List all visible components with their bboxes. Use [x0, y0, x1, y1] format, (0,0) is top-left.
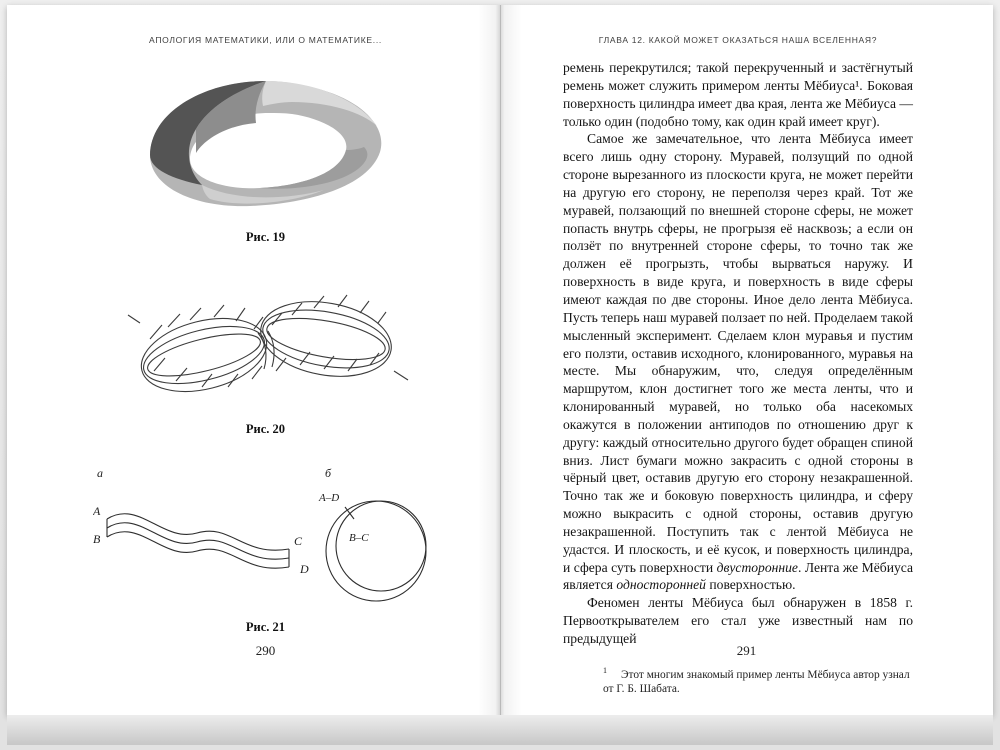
fig21-label-C: C — [294, 534, 303, 548]
fig21-label-D: D — [300, 562, 309, 576]
fig21-label-AD: A–D — [319, 492, 340, 504]
body-text — [563, 59, 913, 648]
paragraph-2 — [563, 130, 913, 594]
paragraph-1: ремень перекрутился; такой перекрученный и застёгнутый ремень может служить примером ленты Мёбиуса¹. Боковая поверхность цилиндра имеет два края, лента же Мёбиуса — только один (подобно тому, как один край имеет круг). — [563, 60, 914, 129]
figure-20-caption: Рис. 20 — [245, 422, 286, 436]
fig21-label-b: б — [325, 466, 332, 480]
paragraph-3: Феномен ленты Мёбиуса был обнаружен в 1858 г. Первооткрывателем его стал уже известный нам по предыдущей — [563, 595, 913, 646]
left-page — [7, 5, 500, 715]
figure-20 — [93, 275, 438, 437]
mobius-strip-photo-image — [132, 69, 400, 219]
paragraph-2-text-b: . Лента же Мёбиуса является — [563, 559, 913, 593]
left-running-head: АПОЛОГИЯ МАТЕМАТИКИ, ИЛИ О МАТЕМАТИКЕ... — [149, 35, 382, 45]
left-page-content — [7, 5, 500, 715]
figure-21-caption: Рис. 21 — [245, 620, 286, 634]
right-page-number: 291 — [736, 643, 757, 658]
wire-mesh-mobius-image — [116, 275, 416, 411]
left-page-number: 290 — [255, 643, 276, 658]
right-page-content — [500, 5, 993, 715]
fig21-label-BC: B–C — [349, 532, 369, 544]
fig21-label-B: B — [93, 532, 101, 546]
paragraph-2-italic-2: односторонней — [616, 577, 706, 593]
page-gutter-line — [500, 5, 501, 715]
ribbon-diagram-image — [93, 461, 438, 609]
footnote-marker: 1 — [603, 665, 607, 675]
fig21-label-a: а — [97, 466, 103, 480]
paragraph-2-italic-1: двусторонние — [716, 559, 798, 575]
paragraph-2-text-c: поверхностью. — [705, 577, 796, 593]
figure-19 — [93, 69, 438, 245]
book-bottom-edge — [7, 715, 993, 745]
figure-21 — [93, 461, 438, 635]
paragraph-2-text-a: Самое же замечательное, что лента Мёбиуса имеет всего лишь одну сторону. Муравей, ползущий по одной стороне вырезанного из плоскости круга, не может перейти на другую его сторону, не переползя через край. Тот же муравей, ползающий по внешней стороне сферы, не может попасть внутрь сферы, не прогрызя её насквозь; а если он ползёт по внутренней стороне сферы, то точно так же должен её прогрызть, чтобы вырваться наружу. И поверхность в виде круга, и поверхность в виде сферы имеют каждая по две стороны. Иное дело лента Мёбиуса. Пусть теперь наш муравей ползает по ней. Проделаем такой мысленный эксперимент. Сделаем клон муравья и пустим его ползти, оставив исходного, клонированного, муравья на месте. Мы обнаружим, что, следуя определённым маршрутом, клон достигнет того же места ленты, что и клонированный муравей, но только оба насекомых окажутся в положении антиподов по отношению друг к другу: каждый относительно другого будет обращен спиной вниз. Лист бумаги можно закрасить с одной стороны в чёрный цвет, оставив другую его сторону незакрашенной. Точно так же и боковую поверхность цилиндра, и сферу можно выкрасить с одной стороны, оставив другую незакрашенной. Поступить так с лентой Мёбиуса не удастся. И плоскость, и её кусок, и поверхность цилиндра, и сфера суть поверхности — [563, 131, 913, 575]
figure-19-caption: Рис. 19 — [245, 230, 286, 244]
open-pages — [7, 5, 993, 715]
right-running-head: ГЛАВА 12. КАКОЙ МОЖЕТ ОКАЗАТЬСЯ НАША ВСЕЛЕННАЯ? — [598, 35, 878, 45]
fig21-label-A: A — [93, 504, 101, 518]
footnote — [603, 664, 913, 697]
right-page — [500, 5, 993, 715]
footnote-text: Этот многим знакомый пример ленты Мёбиуса автор узнал от Г. Б. Шабата. — [603, 668, 910, 696]
